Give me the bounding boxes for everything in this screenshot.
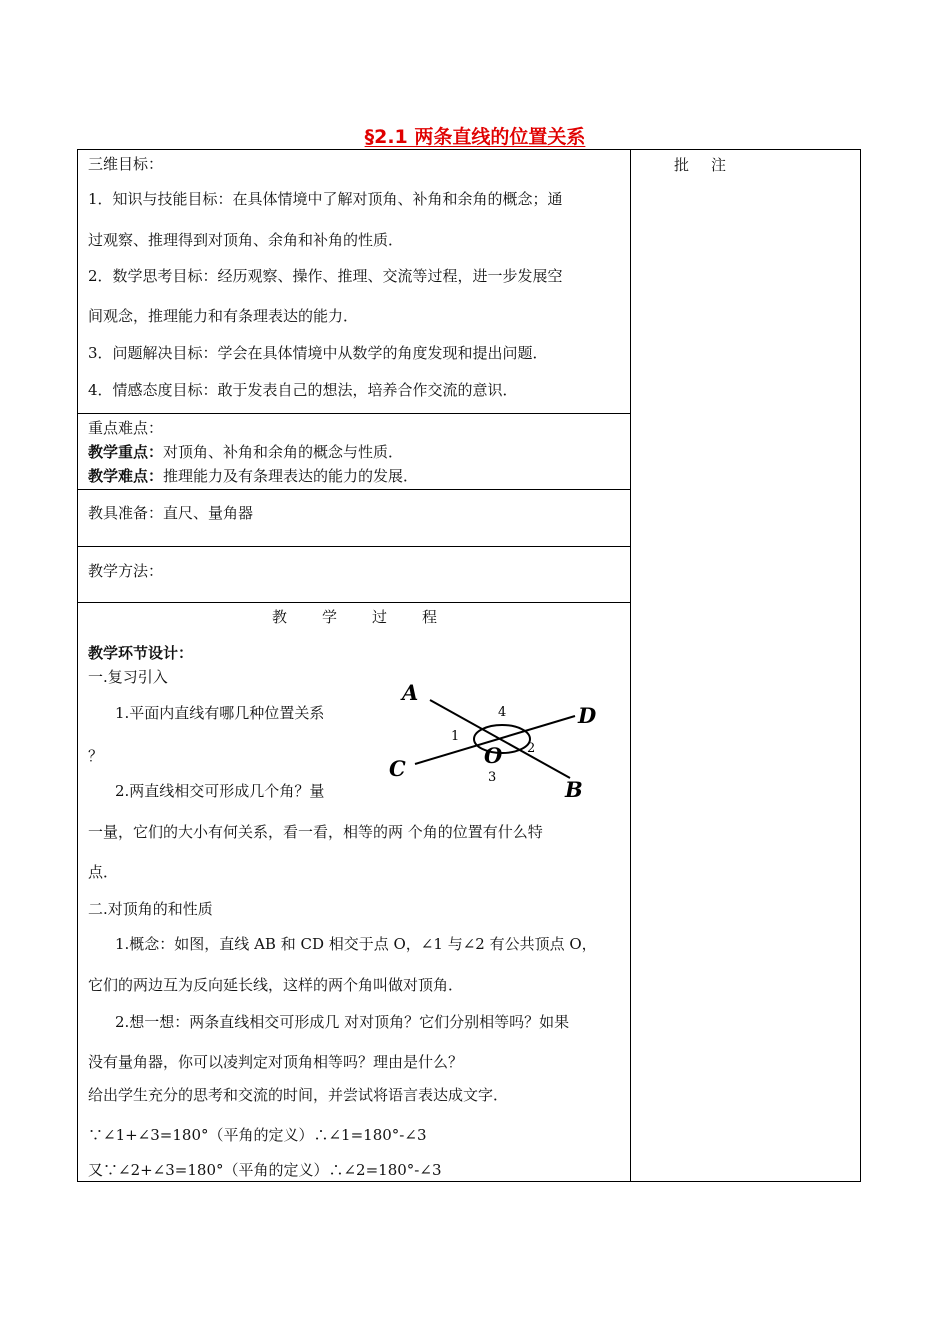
objective-1-line-2: 过观察、推理得到对顶角、余角和补角的性质． xyxy=(88,231,404,249)
process-heading-char: 教 xyxy=(272,608,288,626)
process-heading-char: 过 xyxy=(372,608,388,626)
objectives-heading: 三维目标： xyxy=(88,155,164,173)
row-divider xyxy=(77,489,631,490)
column-divider xyxy=(630,149,631,1182)
section-1-heading: 一.复习引入 xyxy=(88,668,168,686)
teaching-difficulty-label: 教学难点： xyxy=(88,467,164,485)
design-heading: 教学环节设计： xyxy=(88,644,194,662)
discussion-note: 给出学生充分的思考和交流的时间，并尝试将语言表达成文字． xyxy=(88,1086,509,1104)
row-divider xyxy=(77,546,631,547)
section-2-heading: 二.对顶角的和性质 xyxy=(88,900,213,918)
row-divider xyxy=(77,602,631,603)
objective-1-line-1: 1．知识与技能目标：在具体情境中了解对顶角、补角和余角的概念；通 xyxy=(88,190,563,208)
point-d-label: D xyxy=(578,703,597,728)
objective-4: 4．情感态度目标：敢于发表自己的想法，培养合作交流的意识． xyxy=(88,381,518,399)
objective-2-line-2: 间观念，推理能力和有条理表达的能力． xyxy=(88,307,359,325)
objective-2-line-1: 2．数学思考目标：经历观察、操作、推理、交流等过程，进一步发展空 xyxy=(88,267,563,285)
question-2-line-1: 2.两直线相交可形成几个角？量 xyxy=(115,782,325,800)
question-1: 1.平面内直线有哪几种位置关系 xyxy=(115,704,325,722)
proof-line-2: 又∵∠2+∠3=180°（平角的定义）∴∠2=180°-∠3 xyxy=(88,1161,442,1179)
teaching-difficulty xyxy=(88,466,418,486)
process-heading-char: 学 xyxy=(322,608,338,626)
angle-4-label: 4 xyxy=(498,705,507,720)
teaching-difficulty-text: 推理能力及有条理表达的能力的发展． xyxy=(163,467,419,485)
teaching-tools: 教具准备：直尺、量角器 xyxy=(88,504,254,522)
intersecting-lines-diagram xyxy=(385,678,615,808)
teaching-focus xyxy=(88,442,403,462)
page-title: §2.1 两条直线的位置关系 xyxy=(364,126,586,148)
angle-3-label: 3 xyxy=(488,770,497,785)
teaching-focus-label: 教学重点： xyxy=(88,443,164,461)
objective-3: 3．问题解决目标：学会在具体情境中从数学的角度发现和提出问题． xyxy=(88,344,548,362)
think-line-2: 没有量角器，你可以凌判定对顶角相等吗？理由是什么？ xyxy=(88,1053,464,1071)
question-2-line-2: 一量，它们的大小有何关系，看一看，相等的两 个角的位置有什么特 xyxy=(88,823,543,841)
point-b-label: B xyxy=(565,777,583,802)
question-2-line-3: 点． xyxy=(88,863,119,881)
point-o-label: O xyxy=(484,743,503,768)
row-divider xyxy=(77,413,631,414)
point-c-label: C xyxy=(389,756,406,781)
angle-1-label: 1 xyxy=(451,729,460,744)
notes-column-header: 批注 xyxy=(674,156,749,174)
key-points-heading: 重点难点： xyxy=(88,419,164,437)
concept-line-1: 1.概念：如图，直线 AB 和 CD 相交于点 O，∠1 与∠2 有公共顶点 O， xyxy=(115,935,597,953)
teaching-method: 教学方法： xyxy=(88,562,164,580)
process-heading-char: 程 xyxy=(422,608,438,626)
teaching-focus-text: 对顶角、补角和余角的概念与性质． xyxy=(163,443,404,461)
think-line-1: 2.想一想：两条直线相交可形成几 对对顶角？它们分别相等吗？如果 xyxy=(115,1013,570,1031)
proof-line-1: ∵∠1+∠3=180°（平角的定义）∴∠1=180°-∠3 xyxy=(88,1126,427,1144)
angle-2-label: 2 xyxy=(527,741,536,756)
question-1-mark: ？ xyxy=(88,747,104,765)
point-a-label: A xyxy=(402,680,419,705)
concept-line-2: 它们的两边互为反向延长线，这样的两个角叫做对顶角． xyxy=(88,976,464,994)
